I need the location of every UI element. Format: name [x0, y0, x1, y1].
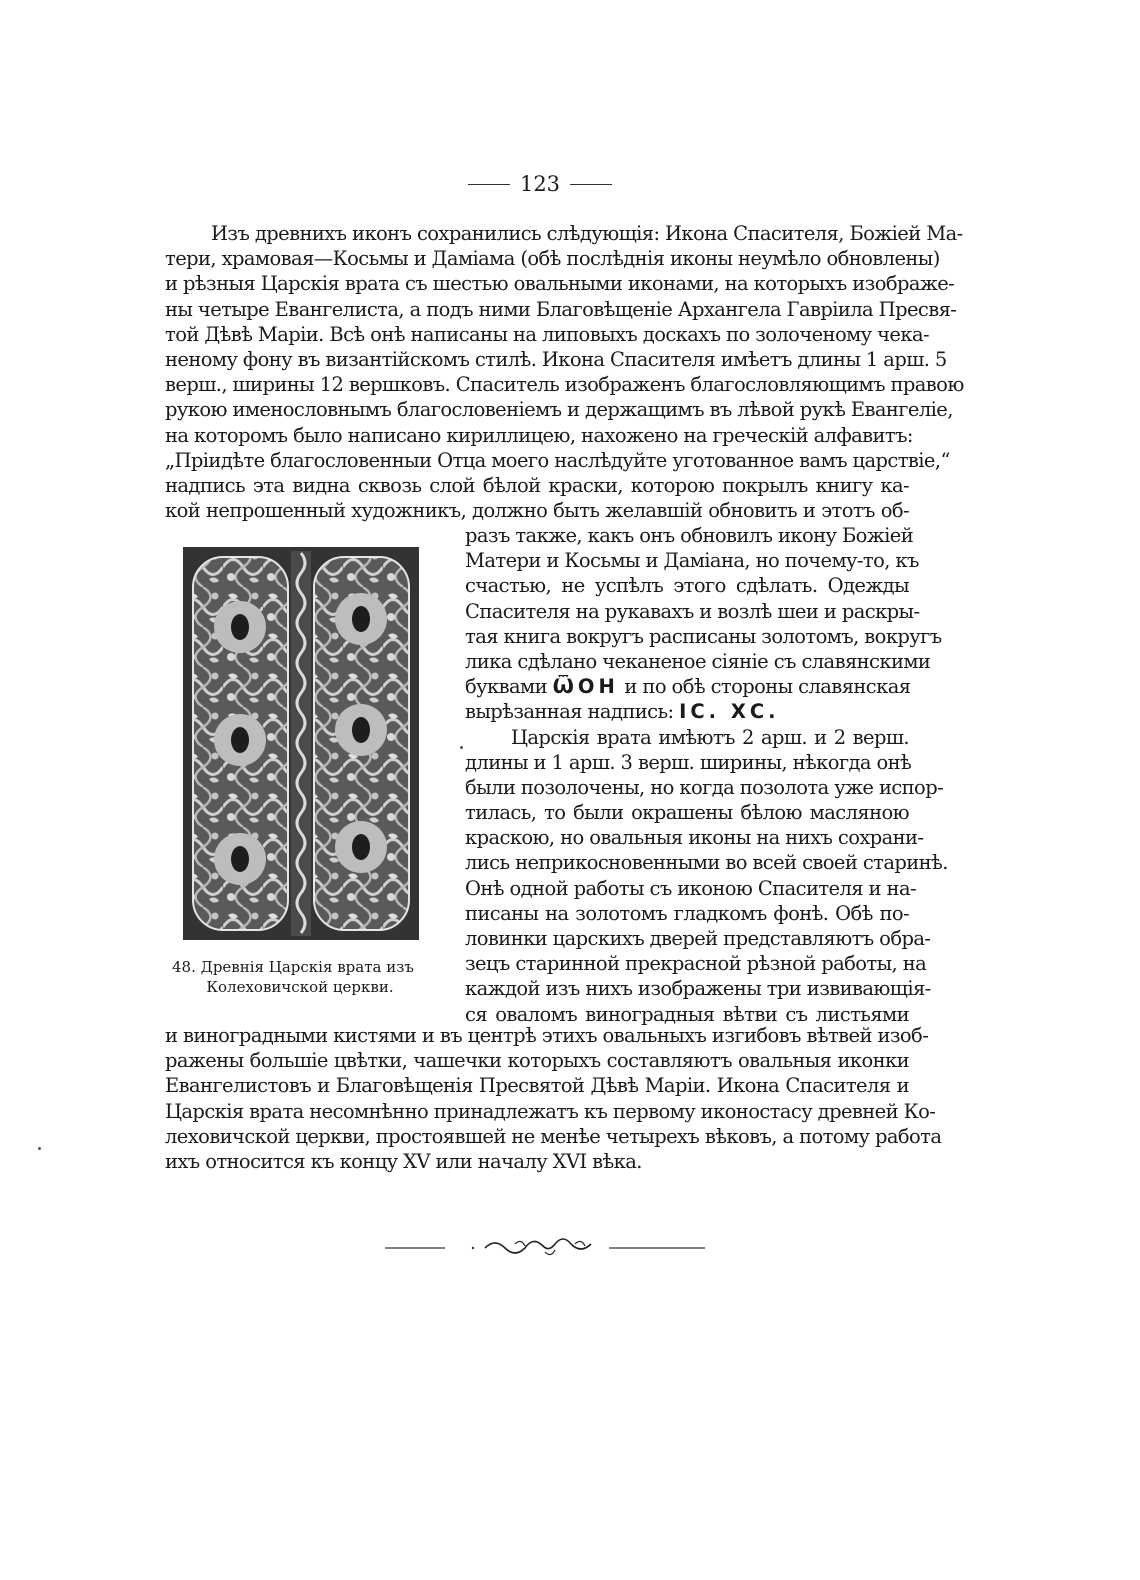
- paragraph-right-column: [465, 523, 948, 1027]
- closing-ornament: [385, 1236, 705, 1260]
- christogram-abbreviation: ІС. ХС.: [679, 700, 780, 724]
- text-line: ражены большіе цвѣтки, чашечки которыхъ составляютъ овальныя иконки: [165, 1049, 909, 1073]
- text-line: краскою, но овальныя иконы на нихъ сохрани-: [465, 826, 924, 850]
- text-line: писаны на золотомъ гладкомъ фонѣ. Обѣ по-: [465, 901, 909, 925]
- text-line: надпись эта видна сквозь слой бѣлой краски, которою покрылъ книгу ка-: [165, 473, 909, 497]
- text-line: Евангелистовъ и Благовѣщенія Пресвятой Дѣвѣ Маріи. Икона Спасителя и: [165, 1074, 909, 1098]
- text-line: счастью, не успѣлъ этого сдѣлать. Одежды: [465, 574, 909, 598]
- text-line: рукою именословнымъ благословеніемъ и держащимъ въ лѣвой рукѣ Евангеліе,: [165, 398, 953, 422]
- text-line: неному фону въ византійскомъ стилѣ. Икона Спасителя имѣетъ длины 1 арш. 5: [165, 347, 947, 371]
- text-fragment: и по обѣ стороны славянская: [624, 675, 911, 699]
- text-line: каждой изъ нихъ изображены три извивающія-: [465, 977, 931, 1001]
- text-line: ся оваломъ виноградныя вѣтви съ листьями: [465, 1002, 909, 1026]
- text-line: кой непрошенный художникъ, должно быть желавшій обновить и этотъ об-: [165, 499, 909, 523]
- paragraph-bottom: [165, 1023, 942, 1174]
- page-number: 123: [519, 172, 561, 196]
- scan-speck: [38, 1147, 41, 1150]
- header-rule-left: [468, 184, 510, 185]
- text-fragment: вырѣзанная надпись:: [465, 700, 674, 724]
- slavonic-letters: ѾОН: [552, 675, 619, 699]
- text-line: той Дѣвѣ Маріи. Всѣ онѣ написаны на липовыхъ доскахъ по золоченому чека-: [165, 322, 929, 346]
- text-line: и виноградными кистями и въ центрѣ этихъ овальныхъ изгибовъ вѣтвей изоб-: [165, 1024, 929, 1047]
- text-line: Царскія врата несомнѣнно принадлежатъ къ первому иконостасу древней Ко-: [165, 1099, 936, 1123]
- text-line: верш., ширины 12 вершковъ. Спаситель изображенъ благословляющимъ правою: [165, 373, 964, 397]
- text-line: Царскія врата имѣютъ 2 арш. и 2 верш.: [511, 725, 909, 749]
- text-line: лика сдѣлано чеканеное сіяніе съ славянскими: [465, 649, 931, 673]
- caption-line: 48. Древнія Царскія врата изъ: [172, 958, 414, 976]
- text-line: „Пріидѣте благословенныи Отца моего наслѣдуйте уготованное вамъ царствіе,“: [165, 448, 950, 472]
- text-line: Спасителя на рукавахъ и возлѣ шеи и раскры-: [465, 599, 920, 623]
- header-rule-right: [570, 184, 612, 185]
- royal-doors-photo: [183, 547, 419, 940]
- text-line: тая книга вокругъ расписаны золотомъ, вокругъ: [465, 624, 942, 648]
- text-line: длины и 1 арш. 3 верш. ширины, нѣкогда онѣ: [465, 750, 912, 774]
- text-line: леховичской церкви, простоявшей не менѣе четырехъ вѣковъ, а потому работа: [165, 1124, 942, 1148]
- text-line: Онѣ одной работы съ иконою Спасителя и на-: [465, 876, 916, 900]
- text-line: Изъ древнихъ иконъ сохранились слѣдующія: Икона Спасителя, Божіей Ма-: [211, 222, 963, 245]
- scan-speck: [460, 746, 463, 749]
- text-line: были позолочены, но когда позолота уже испор-: [465, 775, 944, 799]
- text-line: и рѣзныя Царскія врата съ шестью овальными иконами, на которыхъ изображе-: [165, 272, 955, 296]
- text-line: ны четыре Евангелиста, а подъ ними Благовѣщеніе Архангела Гавріила Пресвя-: [165, 297, 957, 321]
- text-line: ихъ относится къ концу XV или началу XVI вѣка.: [165, 1149, 642, 1173]
- paragraph-top: [165, 221, 964, 523]
- figure-caption: [165, 957, 435, 997]
- text-line: тилась, то были окрашены бѣлою масляною: [465, 801, 909, 825]
- text-line: ловинки царскихъ дверей представляютъ обра-: [465, 927, 931, 950]
- text-line: лись неприкосновенными во всей своей старинѣ.: [465, 851, 948, 875]
- text-fragment: буквами: [465, 675, 547, 699]
- page-header: [450, 172, 630, 196]
- caption-line: Колеховичской церкви.: [206, 978, 394, 996]
- text-line-slavonic-letters: [465, 674, 909, 699]
- text-line: на которомъ было написано кириллицею, нахожено на греческій алфавитъ:: [165, 423, 913, 447]
- text-line: разъ также, какъ онъ обновилъ икону Божіей: [465, 524, 914, 547]
- text-line-inscription: [465, 699, 909, 724]
- text-line: зецъ старинной прекрасной рѣзной работы, на: [465, 952, 927, 976]
- text-line: тери, храмовая—Косьмы и Даміама (обѣ послѣднія иконы неумѣло обновлены): [165, 247, 940, 271]
- text-line: Матери и Косьмы и Даміана, но почему-то, къ: [465, 549, 919, 573]
